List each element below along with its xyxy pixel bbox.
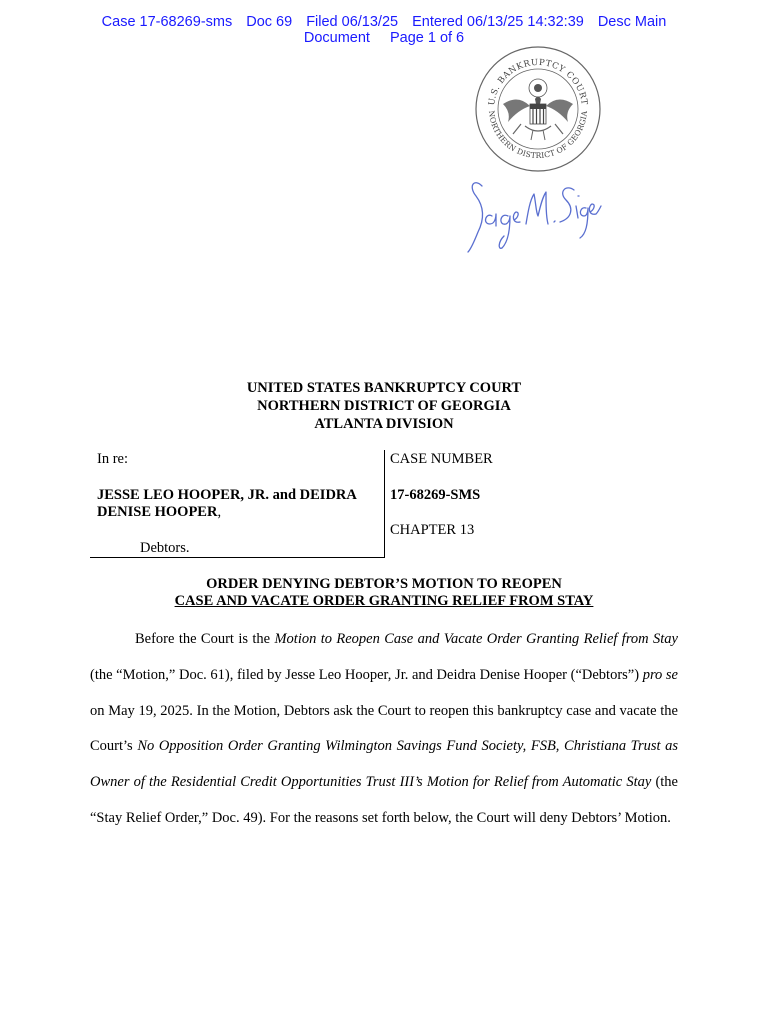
stamp-desc: Desc Main — [597, 14, 667, 30]
filing-stamp-line-1 — [0, 14, 768, 30]
filing-stamp-line-2 — [0, 30, 768, 46]
debtor-names — [97, 487, 377, 521]
body-text-segment: (the “Motion,” Doc. 61), filed by Jesse Leo Hooper, Jr. and Deidra Denise Hooper (“Debtors”) — [90, 666, 643, 683]
court-division: ATLANTA DIVISION — [314, 416, 454, 432]
debtor-names-suffix: , — [217, 504, 222, 520]
stamp-case: Case 17-68269-sms — [101, 14, 233, 30]
court-seal-icon — [473, 44, 603, 174]
body-text-segment: Before the Court is the — [135, 631, 275, 647]
case-number-label: CASE NUMBER — [390, 451, 493, 467]
stamp-entered: Entered 06/13/25 14:32:39 — [412, 14, 584, 30]
body-text-segment: on May 19, 2025. In the Motion, Debtors ask the Court to reopen this bankruptcy case and vacate the Court’s — [90, 702, 678, 755]
pro-se-term: pro se — [642, 666, 678, 683]
svg-text:NORTHERN DISTRICT OF GEORGIA: NORTHERN DISTRICT OF GEORGIA — [486, 110, 590, 161]
svg-text:U.S. BANKRUPTCY COURT: U.S. BANKRUPTCY COURT — [487, 57, 589, 107]
court-heading — [0, 379, 768, 433]
debtors-label: Debtors. — [140, 540, 190, 556]
case-caption-parties — [90, 450, 385, 558]
stamp-filed: Filed 06/13/25 — [306, 14, 399, 30]
stamp-page: Page 1 of 6 — [389, 30, 465, 46]
in-re-label: In re: — [97, 451, 128, 467]
court-name: UNITED STATES BANKRUPTCY COURT — [246, 380, 522, 396]
case-number: 17-68269-SMS — [390, 487, 481, 503]
stamp-document: Document — [303, 30, 370, 46]
order-title-line-1: ORDER DENYING DEBTOR’S MOTION TO REOPEN — [206, 576, 562, 592]
stamp-doc: Doc 69 — [246, 14, 293, 30]
motion-title: Motion to Reopen Case and Vacate Order Granting Relief from Stay — [274, 631, 678, 647]
judge-signature-icon — [462, 172, 604, 258]
debtor-names-text: JESSE LEO HOOPER, JR. and DEIDRA DENISE HOOPER — [97, 487, 357, 520]
order-title-line-2: CASE AND VACATE ORDER GRANTING RELIEF FROM STAY — [174, 593, 594, 609]
order-title — [0, 576, 768, 610]
court-district: NORTHERN DISTRICT OF GEORGIA — [257, 398, 511, 414]
body-text-segment: (the “Stay Relief Order,” Doc. 49). For the reasons set forth below, the Court will deny Debtors’ Motion. — [90, 774, 678, 826]
chapter-label: CHAPTER 13 — [390, 522, 475, 538]
filing-stamp — [0, 14, 768, 46]
stay-relief-order-title: No Opposition Order Granting Wilmington Savings Fund Society, FSB, Christiana Trust as Owner of the Residential Credit Opportunities Trust III’s Motion for Relief from Automatic Stay — [90, 738, 678, 791]
body-paragraph — [90, 622, 678, 837]
